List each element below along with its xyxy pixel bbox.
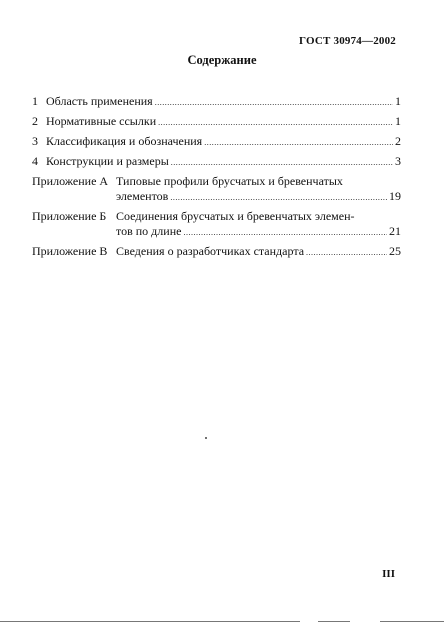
scan-edge-line (0, 621, 300, 622)
appendix-label: Приложение А (32, 174, 109, 188)
toc-entry-2[interactable] (32, 114, 401, 134)
dot-leader (183, 228, 387, 237)
toc-entry-label: Область применения (46, 94, 153, 108)
appendix-title-line1: Соединения брусчатых и бревенчатых элемен- (116, 209, 355, 223)
appendix-label: Приложение В (32, 244, 108, 258)
scan-speck (205, 437, 207, 439)
table-of-contents (32, 94, 401, 264)
toc-entry-4[interactable] (32, 154, 401, 174)
toc-appendix-v[interactable] (32, 244, 401, 259)
toc-entry-page: 3 (395, 154, 401, 168)
appendix-page: 25 (389, 244, 401, 258)
appendix-page: 19 (389, 189, 401, 203)
document-code: ГОСТ 30974—2002 (299, 35, 396, 47)
appendix-page: 21 (389, 224, 401, 238)
toc-entry-page: 2 (395, 134, 401, 148)
appendix-title-line2: элементов (116, 189, 169, 203)
scan-edge-line (380, 621, 444, 622)
appendix-title-line2: тов по длине (116, 224, 182, 238)
toc-entry-number: 2 (32, 114, 38, 128)
toc-entry-number: 4 (32, 154, 38, 168)
dot-leader (170, 193, 387, 202)
appendix-title-line1: Типовые профили брусчатых и бревенчатых (116, 174, 343, 188)
toc-entry-3[interactable] (32, 134, 401, 154)
toc-entry-label: Нормативные ссылки (46, 114, 157, 128)
dot-leader (171, 158, 393, 167)
page-title: Содержание (187, 53, 257, 67)
toc-entry-page: 1 (395, 94, 401, 108)
toc-appendix-b[interactable] (32, 209, 401, 239)
toc-entry-page: 1 (395, 114, 401, 128)
dot-leader (306, 248, 387, 257)
appendix-label: Приложение Б (32, 209, 107, 223)
toc-entry-1[interactable] (32, 94, 401, 114)
scan-edge-line (318, 621, 350, 622)
dot-leader (155, 98, 393, 107)
toc-entry-label: Классификация и обозначения (46, 134, 203, 148)
toc-appendix-a[interactable] (32, 174, 401, 204)
toc-entry-label: Конструкции и размеры (46, 154, 169, 168)
toc-entry-number: 1 (32, 94, 38, 108)
appendix-title-line1: Сведения о разработчиках стандарта (116, 244, 305, 258)
dot-leader (204, 138, 393, 147)
page-number: III (382, 568, 395, 580)
toc-entry-number: 3 (32, 134, 38, 148)
dot-leader (158, 118, 393, 127)
